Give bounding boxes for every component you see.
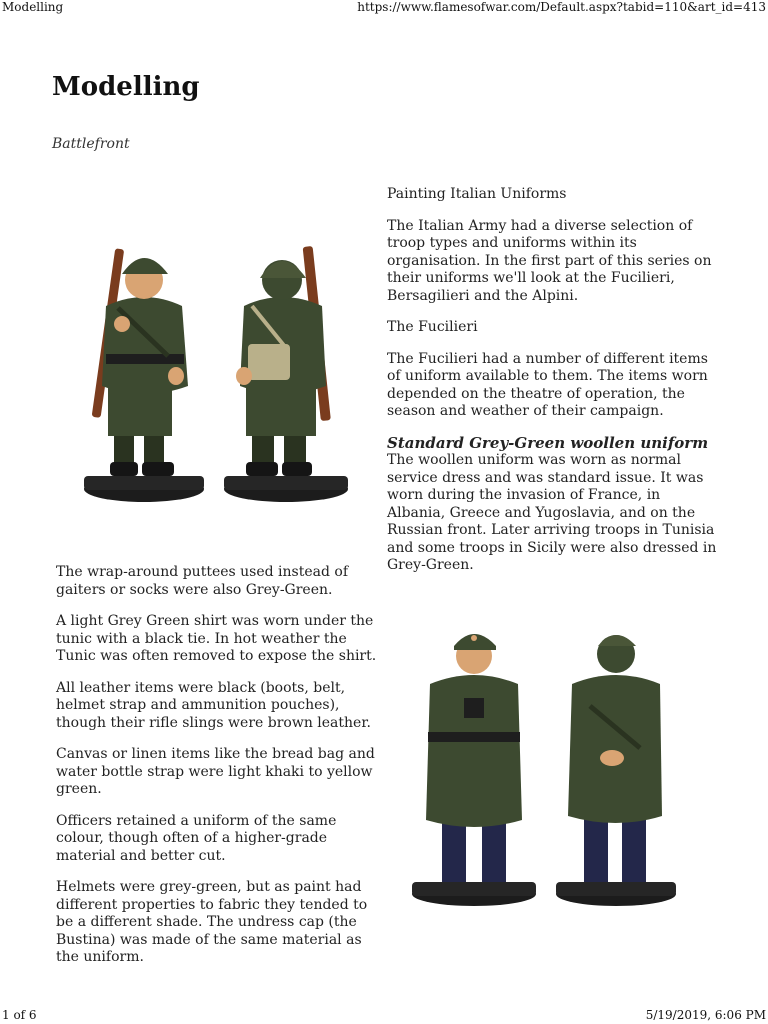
article-left-column (56, 564, 381, 981)
section-title: Painting Italian Uniforms (387, 186, 567, 202)
officer-front-figure (412, 634, 536, 906)
page-number: 1 of 6 (2, 1008, 37, 1022)
rifleman-miniatures-photo (76, 236, 366, 512)
print-header-title: Modelling (2, 0, 64, 14)
officers-paragraph: Officers retained a uniform of the same colour, though often of a higher-grade material and better cut. (56, 812, 337, 864)
officer-back-figure (556, 635, 676, 906)
leather-paragraph: All leather items were black (boots, belt, helmet strap and ammunition pouches), though their rifle slings were brown leather. (56, 679, 371, 731)
intro-paragraph: The Italian Army had a diverse selection of troop types and uniforms within its organisation. In the first part of this series on their uniforms we'll look at the Fucilieri, Bersagilieri and the Alpini. (387, 217, 712, 304)
byline: Battlefront (52, 136, 130, 152)
rifleman-front-figure (84, 248, 204, 502)
helmets-paragraph: Helmets were grey-green, but as paint had different properties to fabric they tended to be a different shade. The undress cap (the Bustina) was made of the same material as the uniform. (56, 879, 368, 965)
puttees-paragraph: The wrap-around puttees used instead of gaiters or socks were also Grey-Green. (56, 564, 349, 598)
print-timestamp: 5/19/2019, 6:06 PM (645, 1008, 766, 1022)
print-header (0, 0, 768, 16)
shirt-paragraph: A light Grey Green shirt was worn under the tunic with a black tie. In hot weather the Tunic was often removed to expose the shirt. (56, 613, 377, 664)
rifleman-back-figure (224, 246, 348, 502)
section-heading: The Fucilieri (387, 319, 478, 335)
uniform-subheading: Standard Grey-Green woollen uniform (387, 433, 709, 452)
print-footer (0, 1008, 768, 1024)
fucilieri-paragraph: The Fucilieri had a number of different items of uniform available to them. The items worn depended on the theatre of operation, the season and weather of their campaign. (387, 350, 708, 419)
print-header-url[interactable]: https://www.flamesofwar.com/Default.aspx?tabid=110&art_id=413 (357, 0, 766, 14)
officer-miniatures-photo (404, 620, 694, 920)
canvas-paragraph: Canvas or linen items like the bread bag and water bottle strap were light khaki to yellow green. (56, 746, 375, 797)
page-title: Modelling (52, 72, 200, 102)
rifleman-miniatures-illustration (76, 236, 366, 512)
article-right-column (387, 186, 722, 589)
uniform-paragraph: The woollen uniform was worn as normal service dress and was standard issue. It was worn during the invasion of France, in Albania, Greece and Yugoslavia, and on the Russian front. Later arriving troops in Tunisia and some troops in Sicily were also dressed in Grey-Green. (387, 452, 717, 573)
officer-miniatures-illustration (404, 620, 694, 920)
